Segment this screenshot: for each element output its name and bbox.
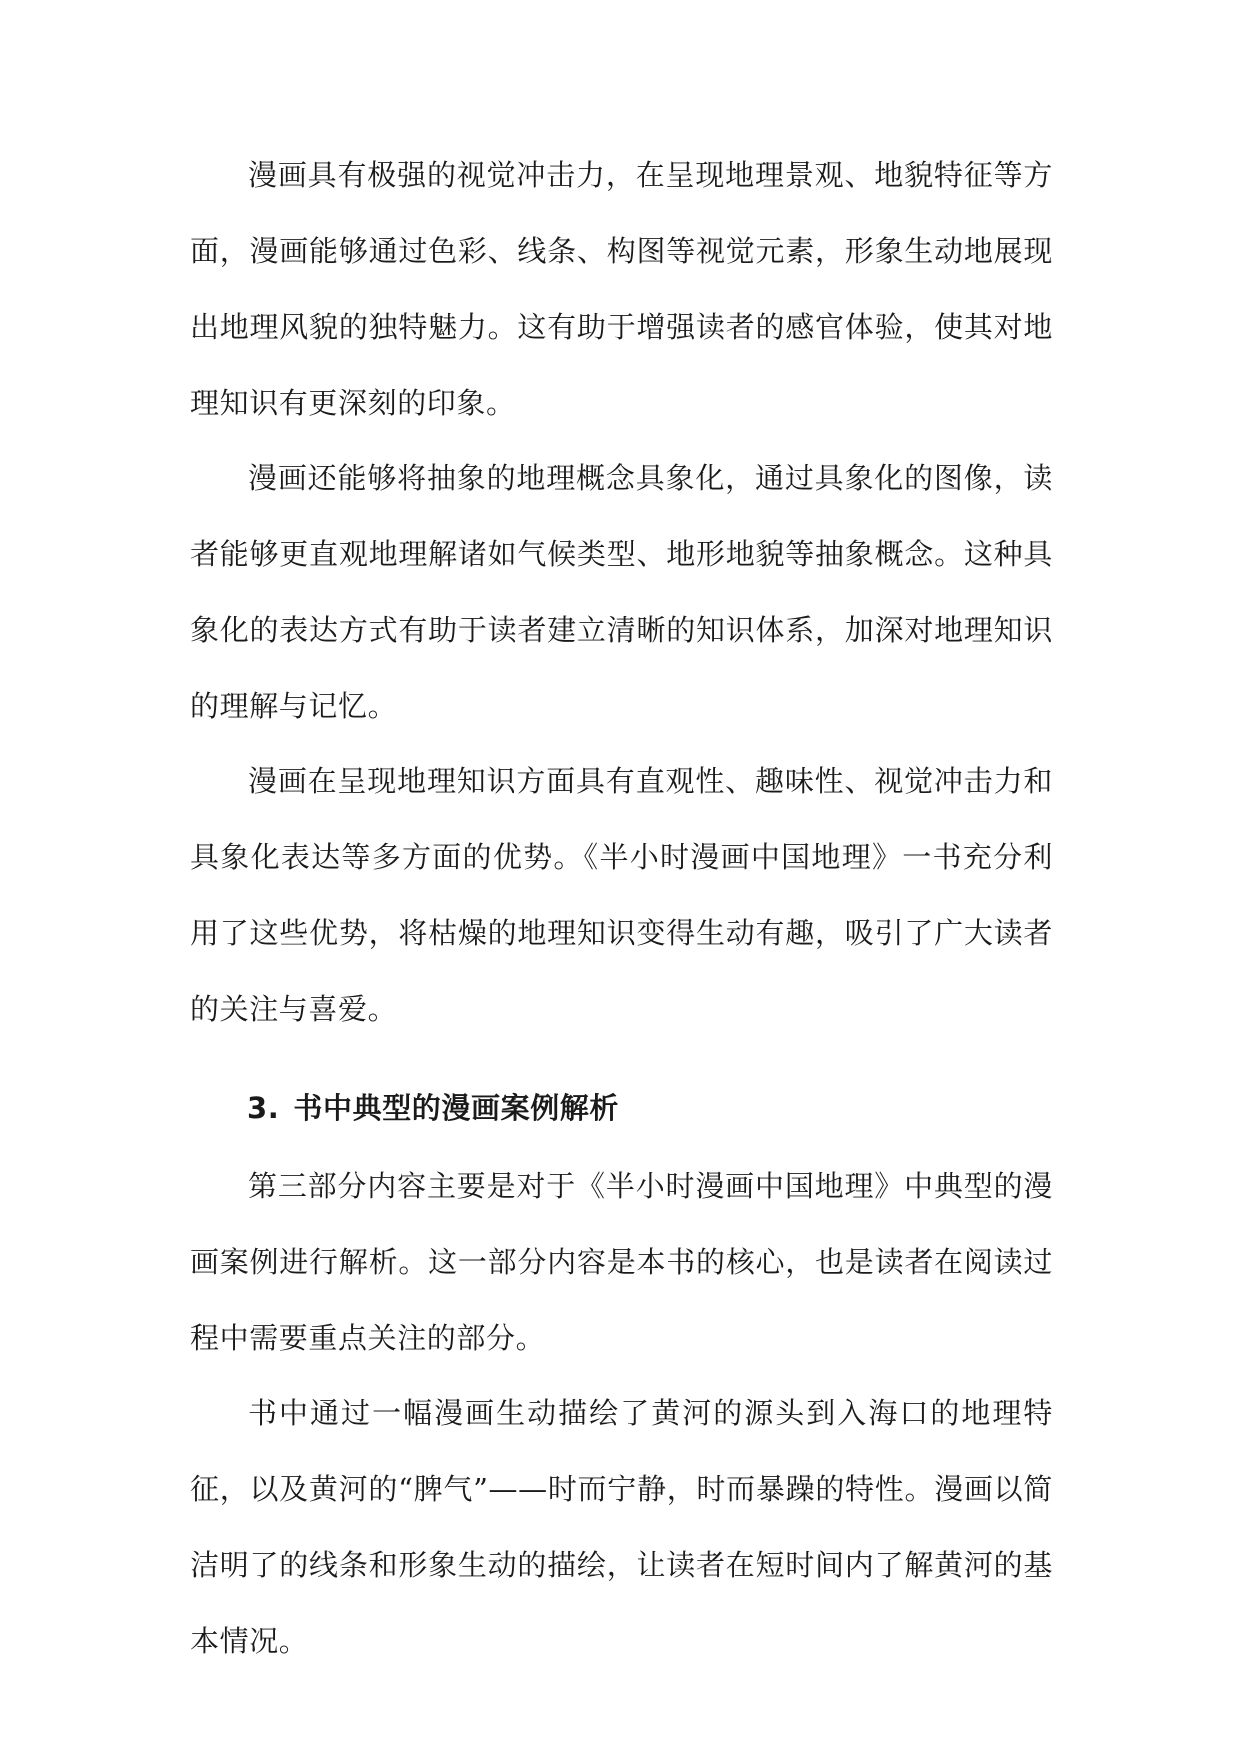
body-paragraph: 漫画还能够将抽象的地理概念具象化，通过具象化的图像，读者能够更直观地理解诸如气候类型、地形地貌等抽象概念。这种具象化的表达方式有助于读者建立清晰的知识体系，加深对地理知识的理解与记忆。 xyxy=(190,461,1053,723)
section-heading xyxy=(247,1088,619,1128)
body-paragraph: 第三部分内容主要是对于《半小时漫画中国地理》中典型的漫画案例进行解析。这一部分内容是本书的核心，也是读者在阅读过程中需要重点关注的部分。 xyxy=(190,1169,1053,1355)
body-paragraph: 漫画在呈现地理知识方面具有直观性、趣味性、视觉冲击力和具象化表达等多方面的优势。《半小时漫画中国地理》一书充分利用了这些优势，将枯燥的地理知识变得生动有趣，吸引了广大读者的关注与喜爱。 xyxy=(190,764,1053,1026)
body-paragraph: 书中通过一幅漫画生动描绘了黄河的源头到入海口的地理特征，以及黄河的“脾气”——时而宁静，时而暴躁的特性。漫画以简洁明了的线条和形象生动的描绘，让读者在短时间内了解黄河的基本情况。 xyxy=(190,1396,1053,1658)
body-paragraph: 漫画具有极强的视觉冲击力，在呈现地理景观、地貌特征等方面，漫画能够通过色彩、线条、构图等视觉元素，形象生动地展现出地理风貌的独特魅力。这有助于增强读者的感官体验，使其对地理知识有更深刻的印象。 xyxy=(190,158,1053,420)
section-title: 书中典型的漫画案例解析 xyxy=(293,1091,620,1125)
section-number: 3. xyxy=(247,1091,280,1125)
